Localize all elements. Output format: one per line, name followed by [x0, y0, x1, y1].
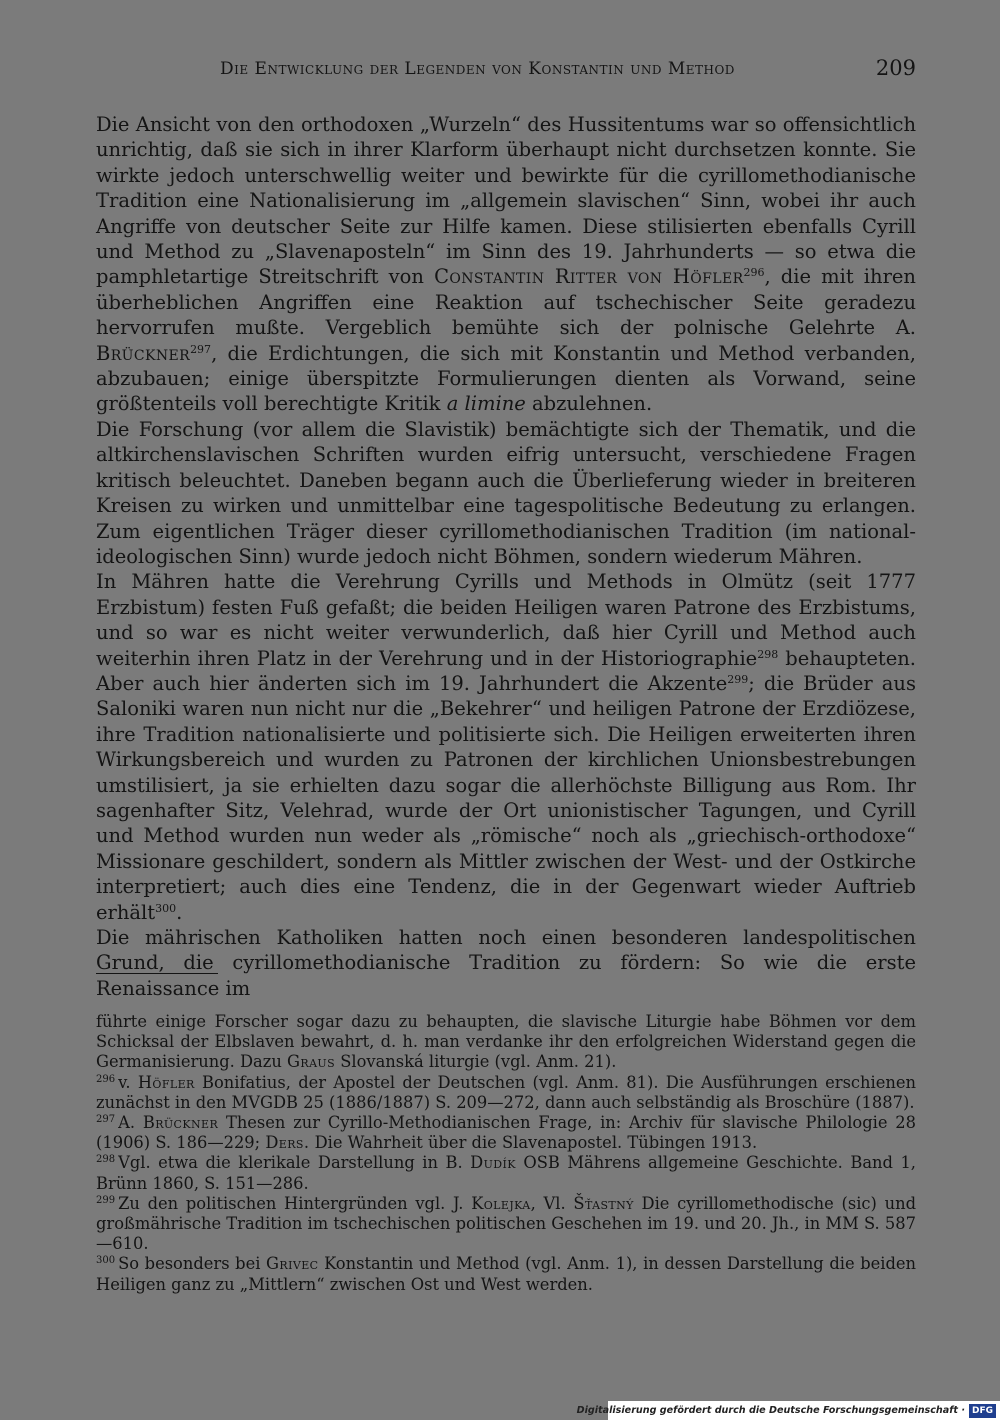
author-name: Ders.	[265, 1133, 310, 1153]
footnote-text: Slovanská liturgie (vgl. Anm. 21).	[340, 1052, 617, 1072]
italic-phrase: a limine	[446, 392, 526, 416]
footnote-text: Die Wahrheit über die Slavenapostel. Tübingen 1913.	[314, 1133, 758, 1153]
paragraph-text: Die Ansicht von den orthodoxen „Wurzeln“ des Hussitentums war so offensichtlich unrichtig, daß sie sich in ihrer Klarform überhaupt nicht durchsetzen konnte. Sie wirkte jedoch unterschwellig weiter und bewirkte für die cyrillomethodianische Tradition eine Nationalisierung im „allgemein slavischen“ Sinn, wobei ihr auch Angriffe von deutscher Seite zur Hilfe kamen. Diese stilisierten ebenfalls Cyrill und Method zu „Slavenaposteln“ im Sinn des 19. Jahrhunderts — so etwa die pamphletartige Streitschrift von	[96, 113, 916, 289]
footnote-continued	[96, 1012, 916, 1073]
author-name: Grivec	[266, 1254, 319, 1274]
footnote-text: OSB Mährens allgemeine Geschichte. Band 1, Brünn 1860, S. 151—286.	[96, 1153, 916, 1193]
paragraph-2: Die Forschung (vor allem die Slavistik) bemächtigte sich der Thematik, und die altkirchenslavischen Schriften wurden eifrig untersucht, verschiedene Fragen kritisch beleuchtet. Daneben begann auch die Überlieferung wieder in breiteren Kreisen zu wirken und unmittelbar eine tagespolitische Bedeutung zu erlangen. Zum eigentlichen Träger dieser cyrillomethodianischen Tradition (im national-ideologischen Sinn) wurde jedoch nicht Böhmen, sondern wiederum Mähren.	[96, 417, 916, 568]
footnote-text: So besonders bei	[118, 1254, 261, 1274]
paragraph-text: behaupteten. Aber auch hier änderten sich im 19. Jahrhundert die Akzente	[96, 646, 916, 695]
footnote-number: 296	[96, 1073, 116, 1085]
paragraph-4: Die mährischen Katholiken hatten noch einen besonderen landespolitischen Grund, die cyrillomethodianische Tradition zu fördern: So wie die erste Renaissance im	[96, 926, 916, 1000]
main-text	[96, 112, 916, 1001]
author-name: Brückner	[142, 1113, 219, 1133]
dfg-logo: DFG	[969, 1404, 996, 1418]
footnote-number: 299	[96, 1194, 116, 1206]
footnote-text: Thesen zur Cyrillo-Methodianischen Frage, in: Archiv für slavische Philologie 28 (1906) S. 186—229;	[96, 1113, 917, 1153]
footnote-ref: 300	[155, 901, 177, 915]
running-header	[96, 56, 916, 86]
footnote-299	[96, 1194, 916, 1255]
page-number: 209	[875, 56, 916, 80]
footnote-ref: 297	[190, 342, 212, 356]
footnote-298	[96, 1153, 916, 1193]
footnote-separator	[96, 973, 218, 974]
footnote-text: führte einige Forscher sogar dazu zu behaupten, die slavische Liturgie habe Böhmen vor dem Schicksal der Elbslaven bewahrt, d. h. man verdanke ihr den erfolgreichen Widerstand gegen die Germanisierung. Dazu	[96, 1012, 916, 1072]
footnote-300	[96, 1254, 916, 1294]
author-name: Höfler	[137, 1072, 195, 1092]
footnote-text: Vgl. etwa die klerikale Darstellung in B.	[118, 1153, 463, 1173]
paragraph-3	[96, 569, 916, 925]
footnote-text: A.	[118, 1113, 136, 1133]
footer-credit: Digitalisierung gefördert durch die Deutsche Forschungsgemeinschaft ·	[576, 1405, 965, 1416]
author-name: Graus	[287, 1052, 336, 1072]
author-name: Dudík	[470, 1153, 516, 1173]
footnote-text: Bonifatius, der Apostel der Deutschen (vgl. Anm. 81). Die Ausführungen erschienen zunächst in den MVGDB 25 (1886/1887) S. 209—272, dann auch selbständig als Broschüre (1887).	[96, 1072, 916, 1112]
paragraph-text: .	[176, 900, 183, 924]
footnote-number: 297	[96, 1114, 116, 1126]
paragraph-text: , die Erdichtungen, die sich mit Konstantin und Method verbanden, abzubauen; einige überspitzte Formulierungen dienten als Vorwand, seine größtenteils voll berechtigte Kritik	[96, 341, 916, 416]
paragraph-1	[96, 112, 916, 417]
footnote-text: , Vl.	[530, 1193, 566, 1213]
footnote-text: Konstantin und Method (vgl. Anm. 1), in dessen Darstellung die beiden Heiligen ganz zu „Mittlern“ zwischen Ost und West werden.	[96, 1254, 917, 1294]
footnote-ref: 296	[743, 266, 765, 280]
author-name: Kolejka	[471, 1193, 531, 1213]
paragraph-text: , die mit ihren überheblichen Angriffen eine Reaktion auf tschechischer Seite geradezu hervorrufen mußte. Vergeblich bemühte sich der polnische Gelehrte A.	[96, 265, 916, 340]
footnote-text: Zu den politischen Hintergründen vgl. J.	[118, 1193, 464, 1213]
author-name: Šťastný	[573, 1193, 634, 1213]
author-name: Brückner	[96, 341, 191, 365]
paragraph-text: abzulehnen.	[532, 392, 653, 416]
footnote-text: Die cyrillomethodische (sic) und großmährische Tradition im tschechischen politischen Geschehen im 19. und 20. Jh., in MM S. 587—610.	[96, 1193, 916, 1254]
footnote-text: v.	[118, 1072, 131, 1092]
footnote-296	[96, 1073, 916, 1113]
footnote-ref: 299	[727, 672, 749, 686]
footnote-297	[96, 1113, 916, 1153]
running-title: Die Entwicklung der Legenden von Konstantin und Method	[220, 59, 735, 79]
footnote-number: 300	[96, 1255, 116, 1267]
digitization-footer	[576, 1401, 1000, 1420]
author-name: Constantin Ritter von Höfler	[434, 265, 744, 289]
footnote-ref: 298	[757, 647, 779, 661]
paragraph-text: In Mähren hatte die Verehrung Cyrills und Methods in Olmütz (seit 1777 Erzbistum) festen Fuß gefaßt; die beiden Heiligen waren Patrone des Erzbistums, und so war es nicht weiter verwunderlich, daß hier Cyrill und Method auch weiterhin ihren Platz in der Verehrung und in der Historiographie	[96, 570, 916, 670]
footnotes	[96, 1012, 916, 1295]
footnote-number: 298	[96, 1154, 116, 1166]
paragraph-text: ; die Brüder aus Saloniki waren nun nicht nur die „Bekehrer“ und heiligen Patrone der Erzdiözese, ihre Tradition nationalisierte und politisierte sich. Die Heiligen erweiterten ihren Wirkungsbereich und wurden zu Patronen der kirchlichen Unionsbestrebungen umstilisiert, ja sie erhielten dazu sogar die allerhöchste Billigung aus Rom. Ihr sagenhafter Sitz, Velehrad, wurde der Ort unionistischer Tagungen, und Cyrill und Method wurden nun weder als „römische“ noch als „griechisch-orthodoxe“ Missionare geschildert, sondern als Mittler zwischen der West- und der Ostkirche interpretiert; auch dies eine Tendenz, die in der Gegenwart wieder Auftrieb erhält	[96, 671, 916, 924]
